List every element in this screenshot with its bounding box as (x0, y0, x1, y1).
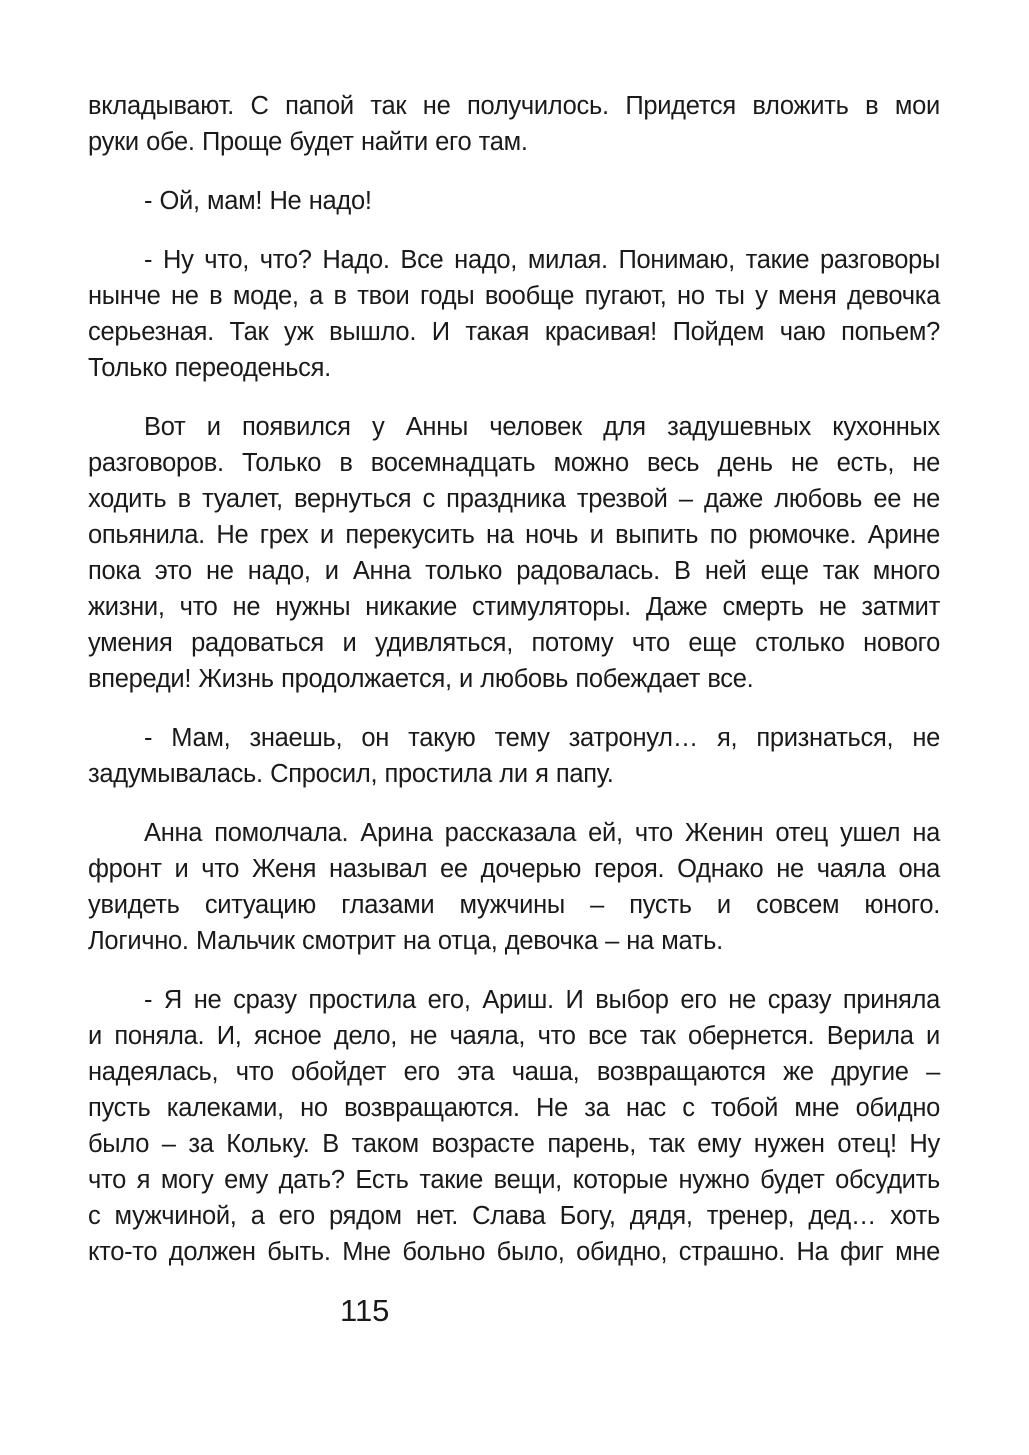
text-line: умения радоваться и удивляться, потому что еще столько нового (88, 629, 940, 657)
text-line: Анна помолчала. Арина рассказала ей, что Женин отец ушел на (144, 819, 940, 847)
text-line: и поняла. И, ясное дело, не чаяла, что все так обернется. Верила и (88, 1022, 940, 1050)
paragraph (88, 720, 940, 792)
text-line: что я могу ему дать? Есть такие вещи, которые нужно будет обсудить (88, 1166, 940, 1194)
text-line: надеялась, что обойдет его эта чаша, возвращаются же другие – (88, 1058, 940, 1086)
text-line: - Ну что, что? Надо. Все надо, милая. Понимаю, такие разговоры (144, 246, 940, 274)
text-line: нынче не в моде, а в твои годы вообще пугают, но ты у меня девочка (88, 282, 940, 310)
text-line: серьезная. Так уж вышло. И такая красивая! Пойдем чаю попьем? (88, 318, 940, 346)
text-line: кто-то должен быть. Мне больно было, обидно, страшно. На фиг мне (88, 1238, 940, 1266)
text-line: вкладывают. С папой так не получилось. Придется вложить в мои (88, 92, 940, 120)
text-line: - Мам, знаешь, он такую тему затронул… я, признаться, не (144, 724, 940, 752)
text-line: впереди! Жизнь продолжается, и любовь побеждает все. (88, 665, 754, 693)
paragraph (88, 183, 940, 219)
text-line: пока это не надо, и Анна только радовалась. В ней еще так много (88, 557, 940, 585)
text-line: - Ой, мам! Не надо! (144, 187, 372, 215)
text-line: опьянила. Не грех и перекусить на ночь и выпить по рюмочке. Арине (88, 521, 940, 549)
text-line: руки обе. Проще будет найти его там. (88, 128, 528, 156)
paragraph (88, 409, 940, 697)
text-line: увидеть ситуацию глазами мужчины – пусть и совсем юного. (88, 891, 940, 919)
text-line: Вот и появился у Анны человек для задушевных кухонных (144, 413, 940, 441)
text-line: с мужчиной, а его рядом нет. Слава Богу, дядя, тренер, дед… хоть (88, 1202, 940, 1230)
paragraph (88, 815, 940, 959)
page-text (88, 88, 940, 1270)
text-line: ходить в туалет, вернуться с праздника трезвой – даже любовь ее не (88, 485, 940, 513)
text-line: Только переоденься. (88, 354, 331, 382)
text-line: фронт и что Женя называл ее дочерью героя. Однако не чаяла она (88, 855, 940, 883)
paragraph (88, 88, 940, 160)
text-line: пусть калеками, но возвращаются. Не за нас с тобой мне обидно (88, 1094, 940, 1122)
text-line: Логично. Мальчик смотрит на отца, девочка – на мать. (88, 927, 723, 955)
text-line: было – за Кольку. В таком возрасте парень, так ему нужен отец! Ну (88, 1130, 940, 1158)
text-line: задумывалась. Спросил, простила ли я папу. (88, 760, 614, 788)
page-number: 115 (340, 1293, 390, 1328)
text-line: разговоров. Только в восемнадцать можно весь день не есть, не (88, 449, 940, 477)
paragraph (88, 982, 940, 1270)
paragraph (88, 242, 940, 386)
text-line: жизни, что не нужны никакие стимуляторы. Даже смерть не затмит (88, 593, 940, 621)
text-line: - Я не сразу простила его, Ариш. И выбор его не сразу приняла (144, 986, 940, 1014)
